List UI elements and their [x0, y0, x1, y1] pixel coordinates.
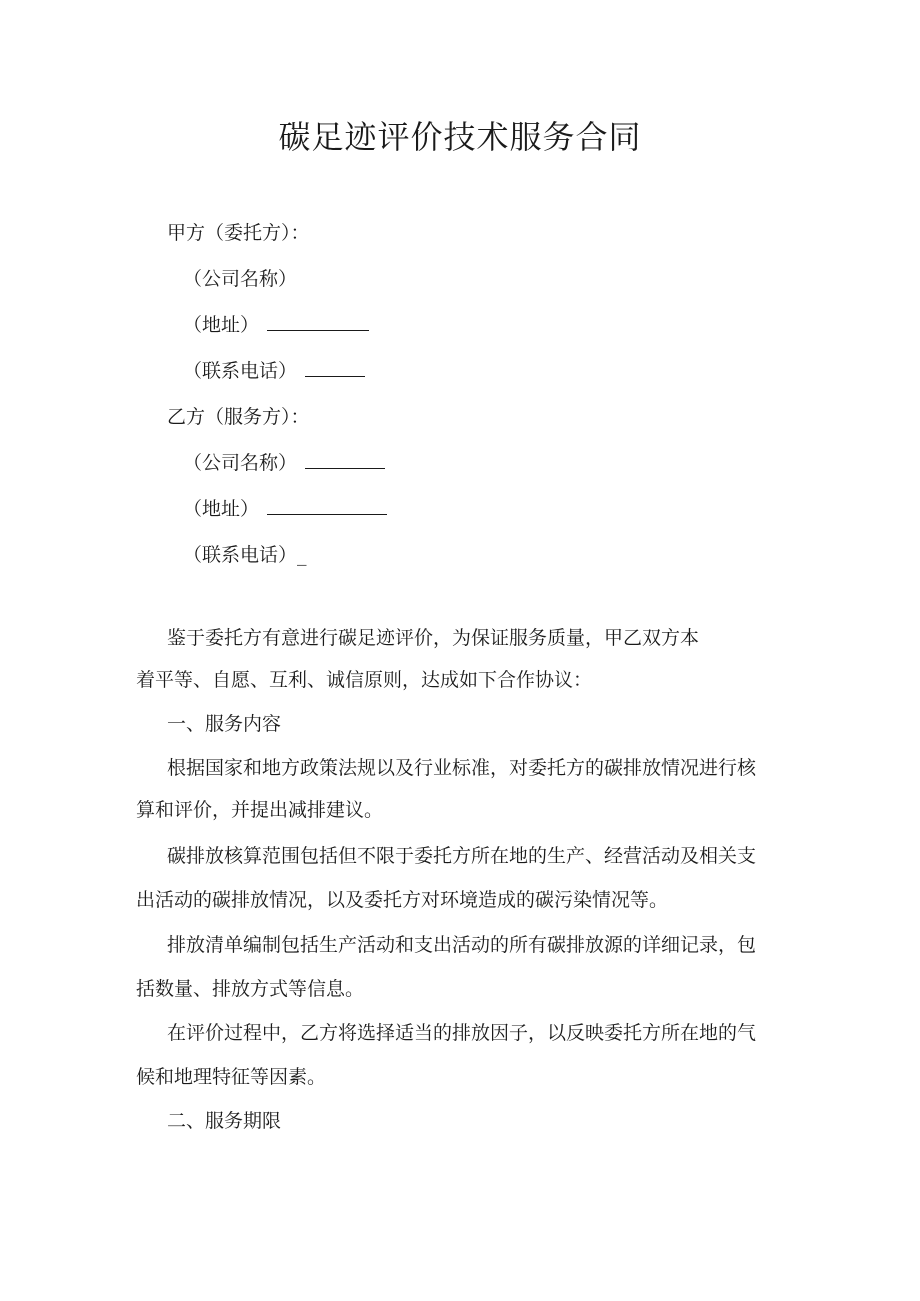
party-b-phone-label: （联系电话）: [183, 544, 298, 566]
party-a-address-row: [183, 312, 369, 338]
party-b-address-row: [183, 496, 387, 522]
section-1-p3-line-2: 括数量、排放方式等信息。: [136, 978, 365, 1000]
preamble-line-2: 着平等、自愿、互利、诚信原则，达成如下合作协议：: [136, 669, 593, 691]
section-1-p3-line-1: 排放清单编制包括生产活动和支出活动的所有碳排放源的详细记录，包: [167, 934, 757, 956]
party-a-heading: 甲方（委托方）：: [167, 222, 310, 244]
section-1-p2-line-1: 碳排放核算范围包括但不限于委托方所在地的生产、经营活动及相关支: [167, 845, 757, 867]
party-b-company-blank[interactable]: [305, 450, 385, 469]
contract-title: 碳足迹评价技术服务合同: [278, 118, 642, 156]
party-a-address-blank[interactable]: [267, 312, 369, 331]
party-b-company-label: （公司名称）: [183, 452, 298, 474]
party-a-phone-row: [183, 358, 365, 384]
party-a-phone-blank[interactable]: [305, 358, 365, 377]
party-b-phone-blank[interactable]: _: [297, 544, 307, 566]
section-1-heading: 一、服务内容: [167, 713, 282, 735]
preamble-line-1: 鉴于委托方有意进行碳足迹评价，为保证服务质量，甲乙双方本: [167, 627, 700, 649]
party-b-address-label: （地址）: [183, 498, 260, 520]
party-b-heading: 乙方（服务方）：: [167, 406, 310, 428]
party-a-address-label: （地址）: [183, 314, 260, 336]
section-1-p1-line-2: 算和评价，并提出减排建议。: [136, 799, 384, 821]
party-a-company-label: （公司名称）: [183, 268, 298, 290]
party-b-company-row: [183, 450, 385, 476]
party-b-address-blank[interactable]: [267, 496, 387, 515]
section-2-heading: 二、服务期限: [167, 1110, 282, 1132]
party-a-phone-label: （联系电话）: [183, 360, 298, 382]
party-b-phone-row: [183, 542, 307, 568]
section-1-p2-line-2: 出活动的碳排放情况，以及委托方对环境造成的碳污染情况等。: [136, 889, 669, 911]
section-1-p4-line-1: 在评价过程中，乙方将选择适当的排放因子，以反映委托方所在地的气: [167, 1022, 757, 1044]
section-1-p4-line-2: 候和地理特征等因素。: [136, 1066, 327, 1088]
section-1-p1-line-1: 根据国家和地方政策法规以及行业标准，对委托方的碳排放情况进行核: [167, 757, 757, 779]
